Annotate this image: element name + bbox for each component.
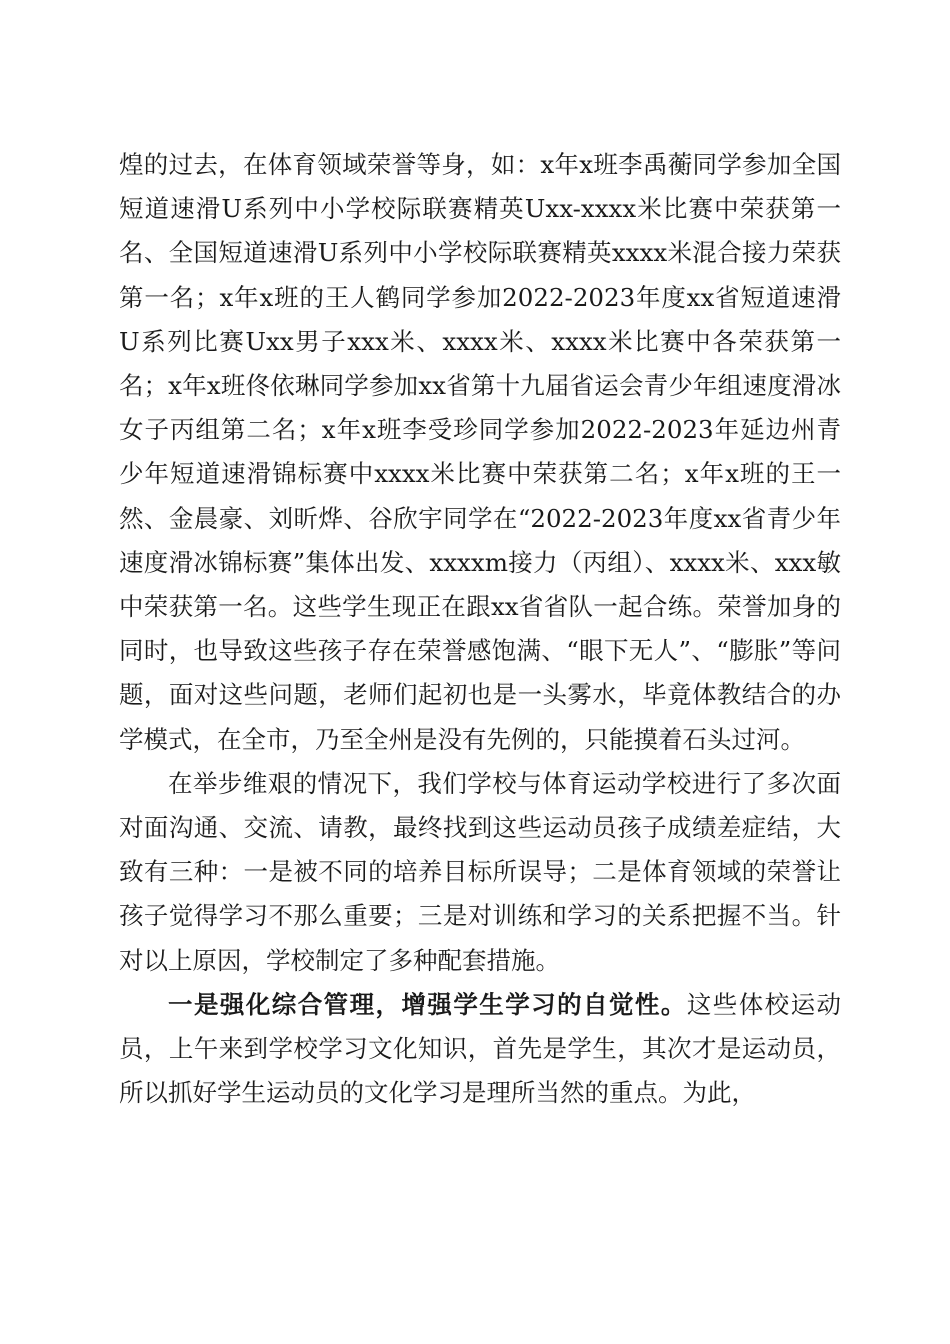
document-body [119, 143, 841, 1115]
measure-one-text: 这些体校运动员，上午来到学校学习文化知识，首先是学生，其次才是运动员，所以抓好学生运动员的文化学习是理所当然的重点。为此， [119, 989, 842, 1108]
paragraph-continuation: 煌的过去，在体育领域荣誉等身，如：x年x班李禹蘅同学参加全国短道速滑U系列中小学校际联赛精英Uxx-xxxx米比赛中荣获第一名、全国短道速滑U系列中小学校际联赛精英xxxx米混合接力荣获第一名；x年x班的王人鹤同学参加2022-2023年度xx省短道速滑U系列比赛Uxx男子xxx米、xxxx米、xxxx米比赛中各荣获第一名；x年x班佟依琳同学参加xx省第十九届省运会青少年组速度滑冰女子丙组第二名；x年x班李受珍同学参加2022-2023年延边州青少年短道速滑锦标赛中xxxx米比赛中荣获第二名；x年x班的王一然、金晨豪、刘昕烨、谷欣宇同学在“2022-2023年度xx省青少年速度滑冰锦标赛”集体出发、xxxxm接力（丙组）、xxxx米、xxx敏中荣获第一名。这些学生现正在跟xx省省队一起合练。荣誉加身的同时，也导致这些孩子存在荣誉感饱满、“眼下无人”、“膨胀”等问题，面对这些问题，老师们起初也是一头雾水，毕竟体教结合的办学模式，在全市，乃至全州是没有先例的，只能摸着石头过河。 [119, 150, 841, 754]
measure-one-heading: 一是强化综合管理，增强学生学习的自觉性。 [168, 989, 687, 1019]
paragraph-causes: 在举步维艰的情况下，我们学校与体育运动学校进行了多次面对面沟通、交流、请教，最终找到这些运动员孩子成绩差症结，大致有三种：一是被不同的培养目标所误导；二是体育领域的荣誉让孩子觉得学习不那么重要；三是对训练和学习的关系把握不当。针对以上原因，学校制定了多种配套措施。 [119, 768, 841, 975]
paragraph-measure-one [119, 983, 841, 1116]
